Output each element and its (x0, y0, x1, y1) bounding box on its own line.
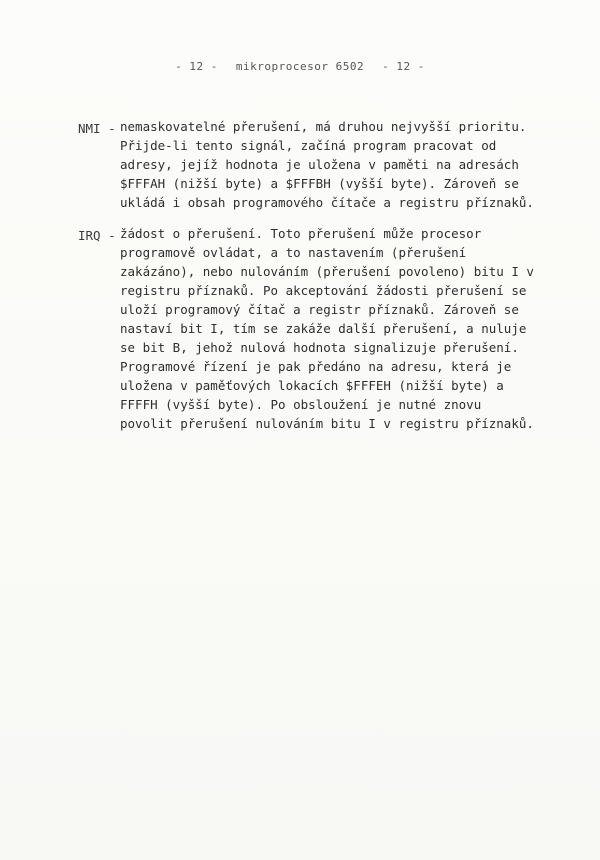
entry-line: Programové řízení je pak předáno na adresu, která je (120, 359, 512, 374)
entry-line: ukládá i obsah programového čítače a registru příznaků. (120, 195, 534, 210)
entry-line: nemaskovatelné přerušení, má druhou nejvyšší prioritu. (120, 119, 527, 134)
entry-line: uložena v paměťových lokacích $FFFEH (nižší byte) a (120, 378, 504, 393)
entry-line: žádost o přerušení. Toto přerušení může procesor (120, 226, 482, 241)
entry-line: registru příznaků. Po akceptování žádosti přerušení se (120, 283, 527, 298)
entry-line: adresy, jejíž hodnota je uložena v paměti na adresách (120, 157, 519, 172)
entry-line: $FFFAH (nižší byte) a $FFFBH (vyšší byte). Zároveň se (120, 176, 519, 191)
entry-term: NMI - (78, 121, 116, 136)
header-title: mikroprocesor 6502 (235, 60, 365, 73)
page-number-right: - 12 - (382, 60, 425, 73)
entry-line: zakázáno), nebo nulováním (přerušení povoleno) bitu I v (120, 264, 534, 279)
entry-line: nastaví bit I, tím se zakáže další přerušení, a nuluje (120, 321, 527, 336)
page-number-left: - 12 - (175, 60, 218, 73)
entry-term: IRQ - (78, 228, 116, 243)
entry-line: uloží programový čítač a registr příznaků. Zároveň se (120, 302, 519, 317)
page-header (0, 60, 600, 73)
entry-line: programově ovládat, a to nastavením (přerušení (120, 245, 467, 260)
entry-line: Přijde-li tento signál, začíná program pracovat od (120, 138, 497, 153)
entry-line: FFFFH (vyšší byte). Po obsloužení je nutné znovu (120, 397, 482, 412)
entry-line: se bit B, jehož nulová hodnota signalizuje přerušení. (120, 340, 519, 355)
entry-line: povolit přerušení nulováním bitu I v registru příznaků. (120, 416, 534, 431)
